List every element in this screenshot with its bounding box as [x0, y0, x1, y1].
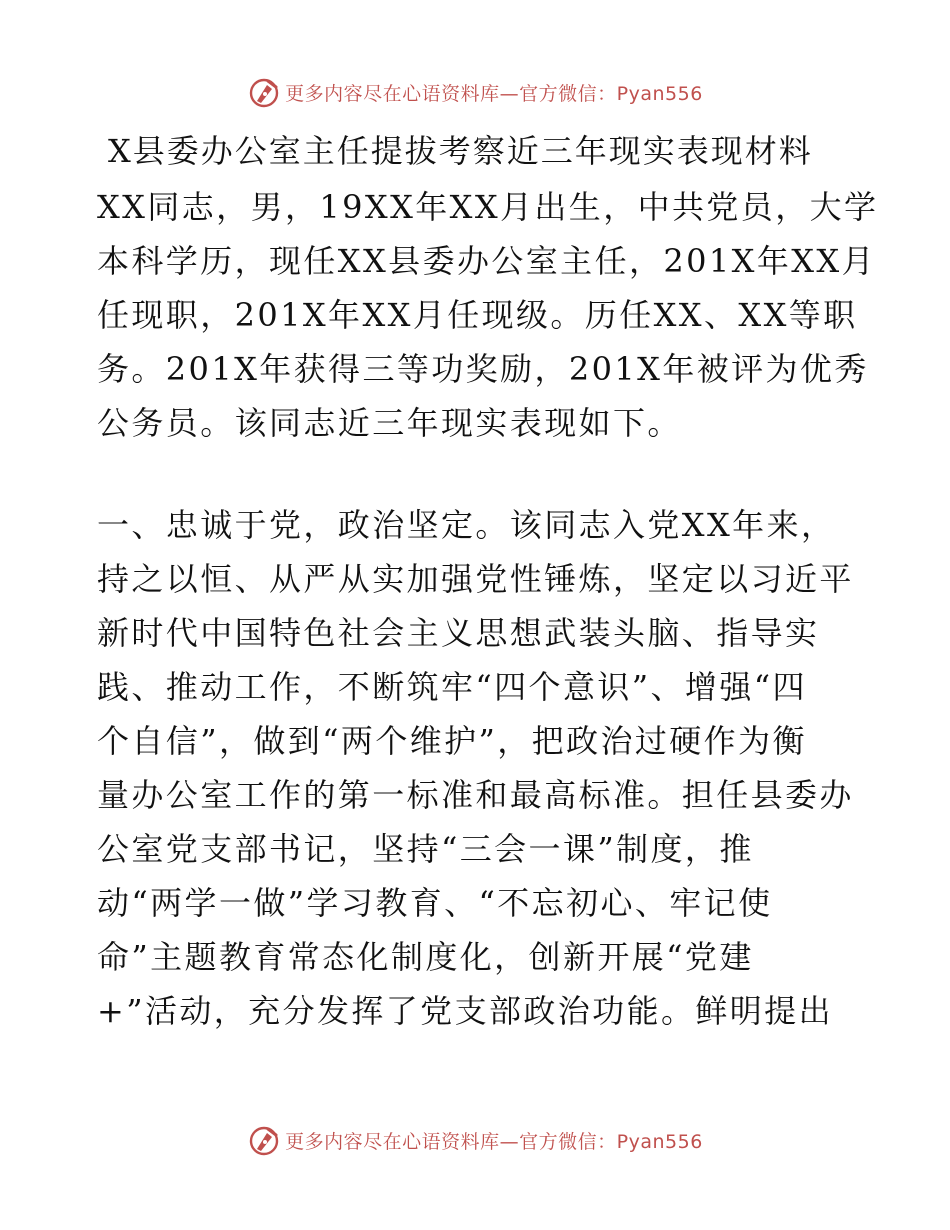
text-line: 务。201X年获得三等功奖励，201X年被评为优秀 — [97, 350, 869, 388]
text-line: 命”主题教育常态化制度化，创新开展“党建 — [97, 938, 754, 976]
text-line: +”活动，充分发挥了党支部政治功能。鲜明提出 — [97, 992, 833, 1030]
text-line: XX同志，男，19XX年XX月出生，中共党员，大学 — [97, 188, 879, 226]
paragraph-intro — [97, 180, 887, 450]
watermark-text: 更多内容尽在心语资料库—官方微信：Pyan556 — [285, 82, 703, 105]
pen-nib-logo-icon — [247, 1123, 281, 1157]
text-line: 量办公室工作的第一标准和最高标准。担任县委办 — [97, 776, 854, 814]
watermark-text: 更多内容尽在心语资料库—官方微信：Pyan556 — [285, 1130, 703, 1153]
header-watermark-banner — [0, 72, 950, 112]
text-line: 公务员。该同志近三年现实表现如下。 — [97, 404, 682, 442]
text-line: 任现职，201X年XX月任现级。历任XX、XX等职 — [97, 296, 858, 334]
pen-nib-logo-icon — [247, 75, 281, 109]
text-line: 新时代中国特色社会主义思想武装头脑、指导实 — [97, 614, 820, 652]
paragraph-section-one — [97, 498, 887, 1038]
text-line: 践、推动工作，不断筑牢“四个意识”、增强“四 — [97, 668, 807, 706]
text-line: 动“两学一做”学习教育、“不忘初心、牢记使 — [97, 884, 773, 922]
text-line: 本科学历，现任XX县委办公室主任，201X年XX月 — [97, 242, 876, 280]
text-line: 持之以恒、从严从实加强党性锤炼，坚定以习近平 — [97, 560, 854, 598]
text-line: 一、忠诚于党，政治坚定。该同志入党XX年来， — [97, 506, 836, 544]
text-line: 个自信”，做到“两个维护”，把政治过硬作为衡 — [97, 722, 807, 760]
document-title: X县委办公室主任提拔考察近三年现实表现材料 — [108, 132, 813, 170]
footer-watermark-banner — [0, 1120, 950, 1160]
text-line: 公室党支部书记，坚持“三会一课”制度，推 — [97, 830, 754, 868]
